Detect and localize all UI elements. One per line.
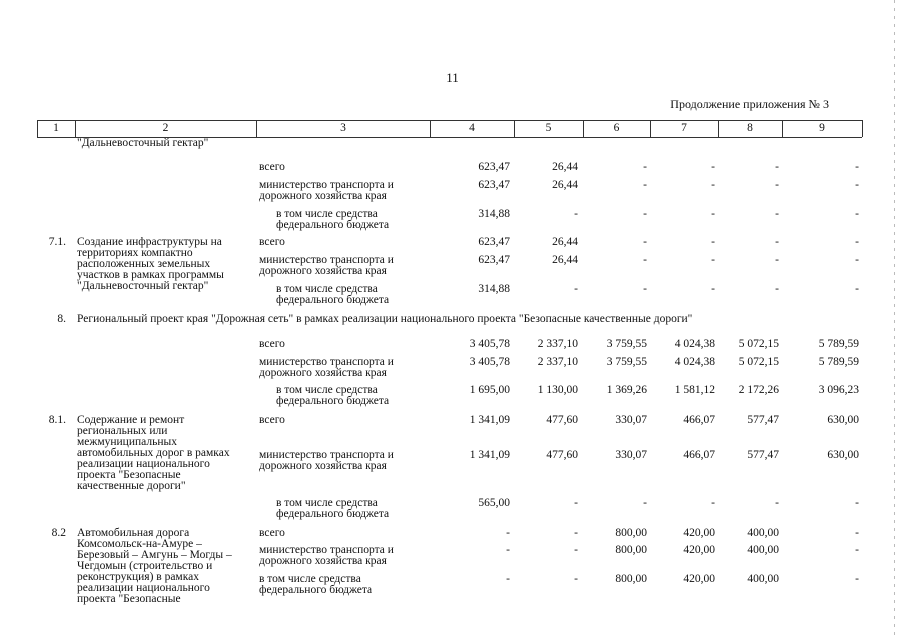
funding-label: министерство транспорта и: [259, 254, 394, 266]
value-cell: 3 405,78: [469, 338, 510, 350]
row-number: 8.1.: [48, 414, 66, 426]
value-cell: 5 789,59: [818, 356, 859, 368]
value-cell: 3 759,55: [606, 356, 647, 368]
item-name-line: Содержание и ремонт: [77, 414, 185, 426]
margin-perforation: [894, 0, 895, 640]
value-cell: 420,00: [683, 527, 715, 539]
value-cell: 3 759,55: [606, 338, 647, 350]
value-cell: 5 072,15: [738, 356, 779, 368]
funding-label: всего: [259, 161, 285, 173]
value-cell: -: [643, 283, 647, 295]
funding-label: всего: [259, 338, 285, 350]
value-cell: -: [775, 254, 779, 266]
value-cell: -: [643, 208, 647, 220]
value-cell: 630,00: [827, 449, 859, 461]
value-cell: 5 789,59: [818, 338, 859, 350]
value-cell: -: [855, 254, 859, 266]
value-cell: -: [643, 161, 647, 173]
value-cell: 400,00: [747, 544, 779, 556]
funding-label: дорожного хозяйства края: [259, 190, 387, 202]
value-cell: 420,00: [683, 573, 715, 585]
header-cell: 2: [162, 122, 169, 134]
funding-label: федерального бюджета: [276, 294, 390, 306]
value-cell: -: [711, 254, 715, 266]
value-cell: -: [574, 283, 578, 295]
value-cell: -: [855, 497, 859, 509]
item-name-line: реализации национального: [77, 582, 210, 594]
funding-label: федерального бюджета: [276, 219, 390, 231]
value-cell: 800,00: [615, 573, 647, 585]
item-name-line: Автомобильная дорога: [77, 527, 190, 539]
item-name-line: реконструкция) в рамках: [77, 571, 199, 583]
section-title: Региональный проект края "Дорожная сеть" в рамках реализации национального проекта "Безопасные качественные дороги": [77, 313, 693, 325]
value-cell: 314,88: [478, 283, 510, 295]
value-cell: 4 024,38: [674, 338, 715, 350]
funding-label: федерального бюджета: [276, 508, 390, 520]
value-cell: -: [574, 544, 578, 556]
value-cell: -: [711, 236, 715, 248]
value-cell: -: [855, 573, 859, 585]
item-name-line: проекта "Безопасные: [77, 593, 181, 605]
value-cell: 330,07: [615, 449, 647, 461]
item-name-line: "Дальневосточный гектар": [77, 280, 209, 292]
value-cell: 3 405,78: [469, 356, 510, 368]
funding-label: министерство транспорта и: [259, 356, 394, 368]
value-cell: 577,47: [747, 414, 779, 426]
value-cell: -: [711, 208, 715, 220]
value-cell: 800,00: [615, 544, 647, 556]
funding-label: дорожного хозяйства края: [259, 555, 387, 567]
value-cell: 1 341,09: [469, 414, 510, 426]
value-cell: -: [574, 497, 578, 509]
value-cell: 1 369,26: [606, 384, 647, 396]
value-cell: -: [855, 527, 859, 539]
header-cell: 8: [747, 122, 753, 134]
header-cell: 7: [681, 122, 687, 134]
funding-label: в том числе средства: [259, 573, 361, 585]
value-cell: 565,00: [478, 497, 510, 509]
item-name-line: Комсомольск-на-Амуре –: [77, 538, 202, 550]
row-number: 7.1.: [48, 236, 66, 248]
value-cell: -: [643, 236, 647, 248]
value-cell: -: [775, 283, 779, 295]
funding-label: федерального бюджета: [276, 395, 390, 407]
header-top-border: [37, 120, 862, 121]
value-cell: -: [574, 208, 578, 220]
header-cell: 3: [340, 122, 346, 134]
header-cell: 1: [53, 122, 59, 134]
funding-label: всего: [259, 527, 285, 539]
value-cell: -: [855, 179, 859, 191]
item-name-line: Создание инфраструктуры на: [77, 236, 222, 248]
value-cell: -: [775, 208, 779, 220]
funding-label: министерство транспорта и: [259, 544, 394, 556]
value-cell: 630,00: [827, 414, 859, 426]
item-name-line: проекта "Безопасные: [77, 469, 181, 481]
item-name-line: межмуниципальных: [77, 436, 177, 448]
item-name-line: региональных или: [77, 425, 168, 437]
continued-program-name: "Дальневосточный гектар": [77, 137, 209, 149]
value-cell: 1 695,00: [469, 384, 510, 396]
value-cell: -: [643, 497, 647, 509]
item-name-line: качественные дороги": [77, 480, 186, 492]
value-cell: -: [711, 161, 715, 173]
value-cell: 5 072,15: [738, 338, 779, 350]
item-name-line: Чегдомын (строительство и: [77, 560, 213, 572]
value-cell: -: [775, 497, 779, 509]
funding-label: в том числе средства: [276, 384, 378, 396]
value-cell: -: [775, 236, 779, 248]
value-cell: 26,44: [552, 254, 578, 266]
value-cell: 1 581,12: [674, 384, 715, 396]
value-cell: 466,07: [683, 449, 715, 461]
funding-label: в том числе средства: [276, 283, 378, 295]
value-cell: 1 341,09: [469, 449, 510, 461]
funding-label: в том числе средства: [276, 497, 378, 509]
header-cell: 5: [545, 122, 552, 134]
header-cell: 4: [469, 122, 475, 134]
funding-label: всего: [259, 414, 285, 426]
funding-label: министерство транспорта и: [259, 179, 394, 191]
item-name-line: расположенных земельных: [77, 258, 211, 270]
value-cell: 26,44: [552, 161, 578, 173]
value-cell: -: [775, 161, 779, 173]
item-name-line: Березовый – Амгунь – Могды –: [77, 549, 232, 561]
value-cell: -: [855, 208, 859, 220]
item-name-line: реализации национального: [77, 458, 210, 470]
value-cell: -: [855, 236, 859, 248]
value-cell: 477,60: [546, 414, 578, 426]
value-cell: 2 337,10: [537, 356, 578, 368]
row-number: 8.: [57, 313, 66, 325]
value-cell: -: [711, 497, 715, 509]
row-number: 8.2: [51, 527, 66, 539]
item-name-line: участков в рамках программы: [77, 269, 224, 281]
value-cell: 2 172,26: [738, 384, 779, 396]
header-divider: [862, 120, 863, 137]
appendix-note: Продолжение приложения № 3: [670, 97, 829, 111]
value-cell: 800,00: [615, 527, 647, 539]
value-cell: 330,07: [615, 414, 647, 426]
value-cell: 477,60: [546, 449, 578, 461]
funding-label: дорожного хозяйства края: [259, 265, 387, 277]
value-cell: -: [643, 254, 647, 266]
value-cell: -: [506, 573, 510, 585]
value-cell: 314,88: [478, 208, 510, 220]
value-cell: -: [855, 161, 859, 173]
value-cell: -: [643, 179, 647, 191]
value-cell: -: [506, 527, 510, 539]
value-cell: 2 337,10: [537, 338, 578, 350]
value-cell: -: [855, 544, 859, 556]
funding-label: дорожного хозяйства края: [259, 460, 387, 472]
page-number: 11: [446, 70, 459, 85]
item-name-line: автомобильных дорог в рамках: [77, 447, 230, 459]
value-cell: 420,00: [683, 544, 715, 556]
value-cell: 400,00: [747, 527, 779, 539]
value-cell: -: [574, 573, 578, 585]
value-cell: -: [574, 527, 578, 539]
value-cell: 26,44: [552, 236, 578, 248]
value-cell: -: [855, 283, 859, 295]
value-cell: 623,47: [478, 254, 510, 266]
header-cell: 6: [613, 122, 620, 134]
value-cell: -: [711, 283, 715, 295]
value-cell: -: [711, 179, 715, 191]
value-cell: 26,44: [552, 179, 578, 191]
value-cell: 466,07: [683, 414, 715, 426]
value-cell: 1 130,00: [537, 384, 578, 396]
funding-label: в том числе средства: [276, 208, 378, 220]
funding-label: дорожного хозяйства края: [259, 367, 387, 379]
item-name-line: территориях компактно: [77, 247, 193, 259]
value-cell: 623,47: [478, 161, 510, 173]
value-cell: -: [775, 179, 779, 191]
value-cell: 623,47: [478, 236, 510, 248]
value-cell: 3 096,23: [818, 384, 859, 396]
value-cell: 400,00: [747, 573, 779, 585]
header-cell: 9: [819, 122, 825, 134]
funding-label: федерального бюджета: [259, 584, 373, 596]
value-cell: -: [506, 544, 510, 556]
value-cell: 577,47: [747, 449, 779, 461]
funding-label: министерство транспорта и: [259, 449, 394, 461]
value-cell: 623,47: [478, 179, 510, 191]
value-cell: 4 024,38: [674, 356, 715, 368]
funding-label: всего: [259, 236, 285, 248]
